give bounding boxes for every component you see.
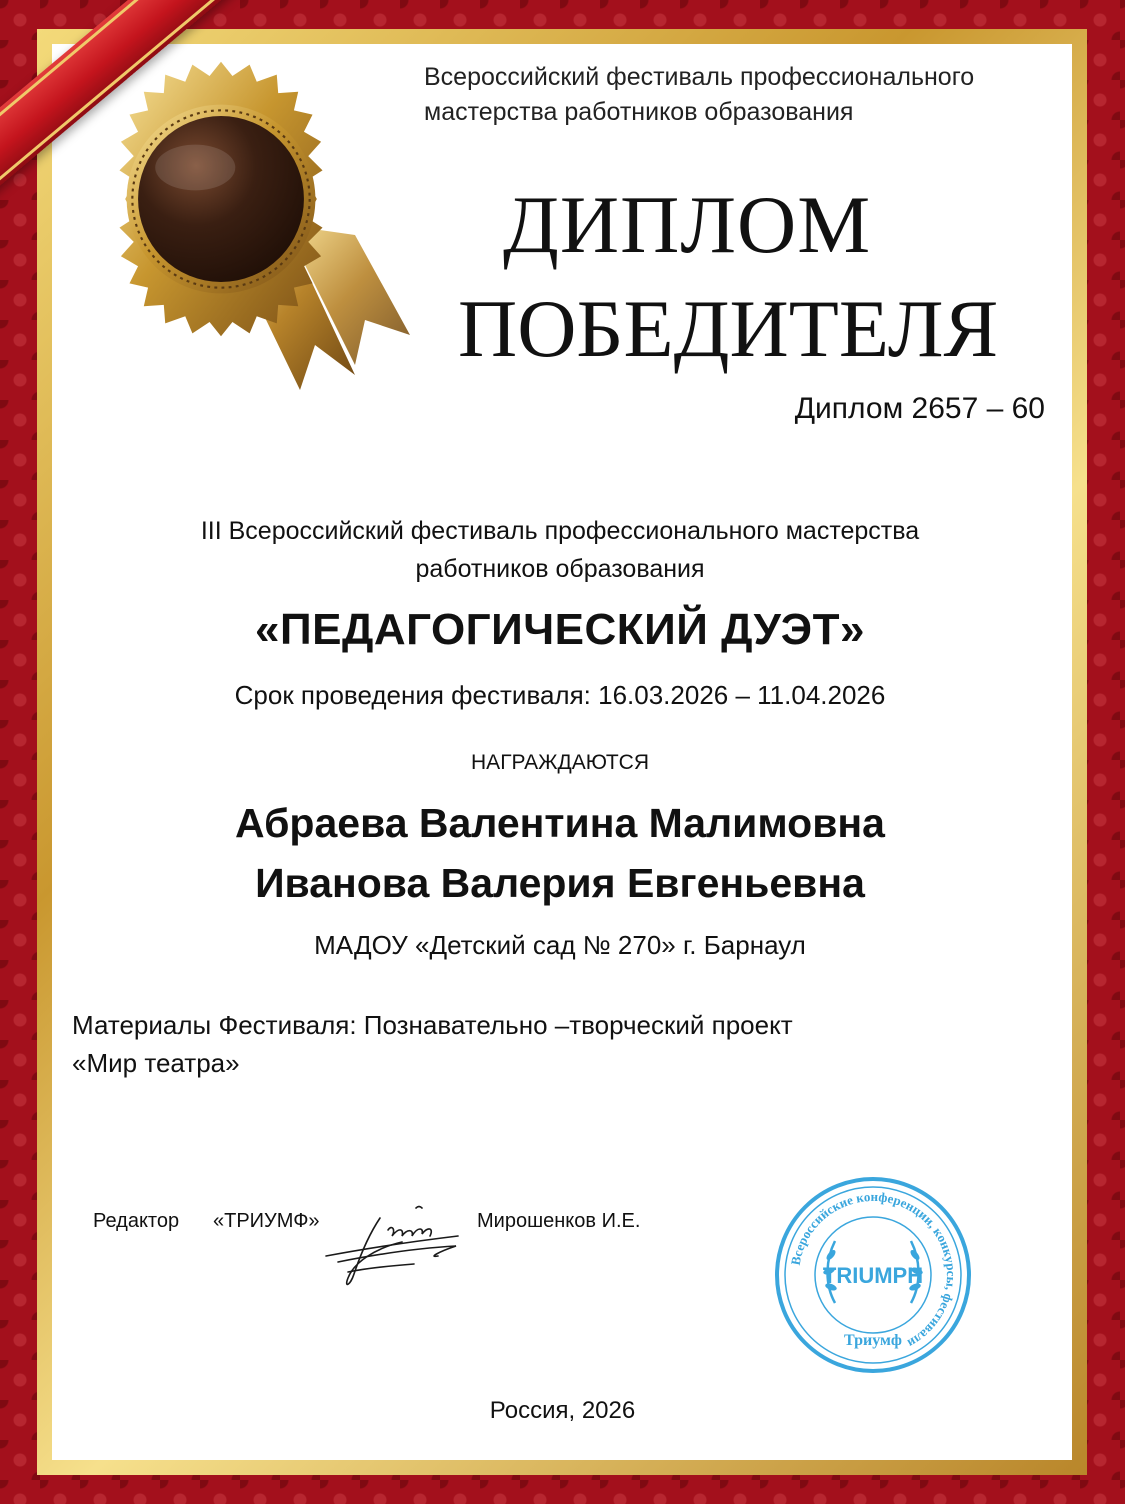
signature-icon [318, 1196, 468, 1296]
stamp-ring-text: Всероссийские конференции, конкурсы, фестивали [787, 1188, 960, 1352]
triumph-stamp-icon [773, 1175, 973, 1375]
awarded-label: НАГРАЖДАЮТСЯ [471, 751, 649, 774]
festival-description-line-1: III Всероссийский фестиваль профессионального мастерства [200, 517, 920, 545]
diploma-subtitle: ПОБЕДИТЕЛЯ [458, 283, 999, 374]
materials-line-1: Материалы Фестиваля: Познавательно –творческий проект [72, 1010, 793, 1040]
materials-line-2: «Мир театра» [72, 1048, 240, 1078]
festival-description [60, 512, 1060, 588]
awardee-name: Иванова Валерия Евгеньевна [255, 860, 865, 906]
festival-materials [72, 1006, 972, 1082]
festival-name: «ПЕДАГОГИЧЕСКИЙ ДУЭТ» [255, 605, 865, 654]
editor-organization: «ТРИУМФ» [213, 1210, 320, 1232]
festival-description-line-2: работников образования [415, 555, 705, 583]
festival-header-line-2: мастерства работников образования [424, 98, 854, 126]
footer-location-year: Россия, 2026 [489, 1397, 636, 1424]
editor-name: Мирошенков И.Е. [477, 1210, 641, 1232]
festival-header-line-1: Всероссийский фестиваль профессионального [424, 63, 975, 91]
medal-seal-icon [78, 56, 364, 342]
diploma-title: ДИПЛОМ [503, 179, 872, 270]
institution-name: МАДОУ «Детский сад № 270» г. Барнаул [314, 930, 806, 960]
festival-header [424, 60, 1064, 130]
awardee-name: Абраева Валентина Малимовна [235, 800, 885, 846]
stamp-bottom-text: Триумф [844, 1332, 902, 1349]
festival-dates: Срок проведения фестиваля: 16.03.2026 – 11.04.2026 [234, 680, 886, 710]
diploma-number: Диплом 2657 – 60 [794, 392, 1045, 425]
stamp-center-text: TRIUMPH [822, 1263, 924, 1288]
editor-label: Редактор [93, 1210, 180, 1232]
